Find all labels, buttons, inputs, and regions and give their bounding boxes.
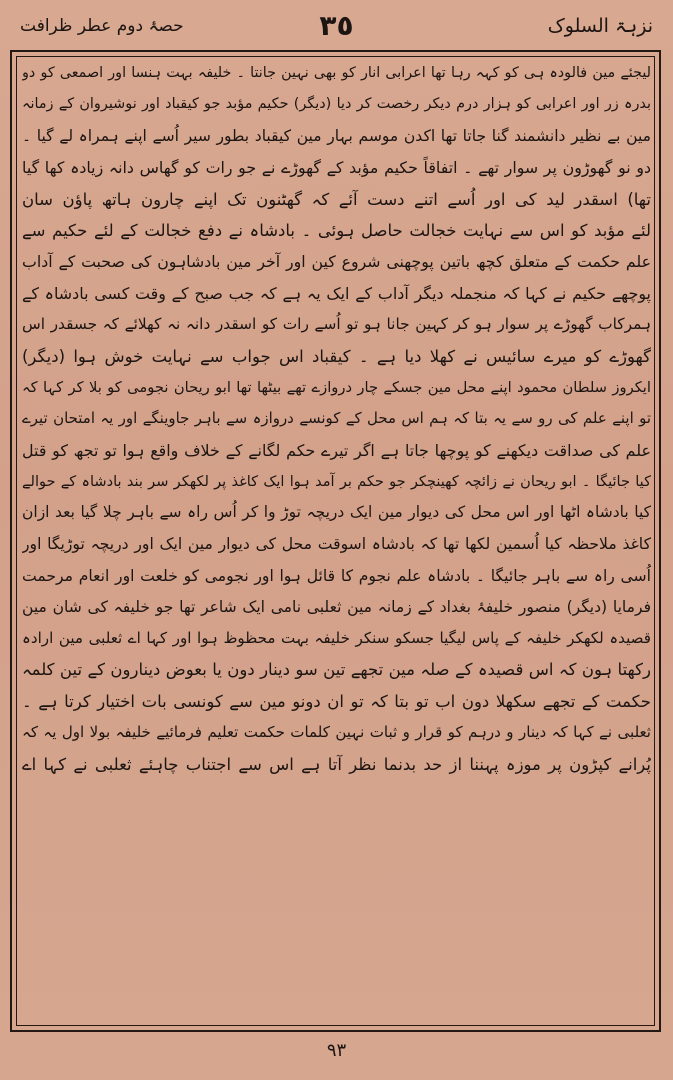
text-line: ہمرکاب گھوڑے پر سوار ہو کر کہین جانا ہو تو اُسے رات کو اسقدر دانہ نہ کھلائے کہ جسقدر اس <box>22 315 651 334</box>
text-line: علم کی صداقت دیکھنے کو پوچھا جاتا ہے اگر تیرے حکم لگانے کے خلاف واقع ہوا تو تجھ کو قتل <box>22 440 651 460</box>
text-line: تو اپنے علم کی رو سے یہ بتا کہ ہم اس محل کے کونسے دروازہ سے باہر جاوینگے اور یہ امتحان تیرے <box>22 409 651 428</box>
text-line: علم حکمت کے متعلق کچھ باتین پوچھنی شروع کین اور آخر مین بادشاہون کی صحبت کے آداب <box>22 252 651 272</box>
page-number: ٣٥ <box>319 9 354 42</box>
text-line: ثعلبی نے کہا کہ دینار و درہم کو قرار و ثبات نہین کلمات حکمت تعلیم فرمائیے خلیفہ بولا اول یہ کہ <box>22 723 651 742</box>
book-title: نزہۃ السلوک <box>547 15 653 37</box>
text-line: گھوڑے کو میرے سائیس نے کھلا دیا ہے ۔ کیقباد اس جواب سے نہایت خوش ہوا (دیگر) <box>22 346 651 366</box>
text-line: فرمایا (دیگر) منصور خلیفۂ بغداد کے زمانہ مین ثعلبی نامی ایک شاعر تھا جو خلیفہ کی شان مین <box>22 597 651 616</box>
text-line: تھا) اسقدر لید کی اور اُسے اتنے دست آئے کہ گھٹنون تک اپنے چارون ہاتھ پاؤن سان <box>22 189 651 209</box>
footer-number: ٩٣ <box>326 1040 347 1061</box>
section-title: حصۂ دوم عطر ظرافت <box>20 16 184 36</box>
text-line: اُسی راہ سے باہر جائیگا ۔ بادشاہ علم نجوم کا قائل ہوا اور نجومی کو خلعت اور انعام مرحمت <box>22 566 651 586</box>
text-line: بدرہ زر اور اعرابی کو ہزار درم دیکر رخصت کر دیا (دیگر) حکیم مؤبد جو کیقباد اور نوشیروان کے زمانہ <box>22 96 651 113</box>
text-line: کیا جائیگا ۔ ابو ریحان نے زائچہ کھینچکر جو حکم بر آمد ہوا ایک کاغذ پر لکھکر سر بند بادشاہ کے حوالے <box>22 473 651 491</box>
text-line: مین بے نظیر دانشمند گنا جاتا تھا اکدن موسم بہار مین کیقباد بطور سیر اُسے اپنے ہمراہ لے گیا ۔ <box>22 126 651 145</box>
text-line: لئے مؤبد کو اس سے نہایت خجالت حاصل ہوئی ۔ بادشاہ نے دفع خجالت کے لئے حکیم سے <box>22 220 651 240</box>
text-line: دو نو گھوڑون پر سوار تھے ۔ اتفاقاً حکیم مؤبد کے گھوڑے نے جو رات کو گھاس دانہ زیادہ کھا گیا <box>22 158 651 178</box>
text-line: پوچھے حکیم نے کہا کہ منجملہ دیگر آداب کے ایک یہ ہے کہ جب صبح کے وقت کسی بادشاہ کے <box>22 283 651 303</box>
text-line: کاغذ ملاحظہ کیا اُسمین لکھا تھا کہ بادشاہ اسوقت محل کی دیوار مین ایک اور دریچہ توڑیگا اور <box>22 534 651 553</box>
text-line: رکھتا ہون کہ اس قصیدہ کے صلہ مین تجھے تین سو دینار دون یا بعوض دینارون کے تین کلمہ <box>22 660 651 680</box>
text-line: ایکروز سلطان محمود اپنے محل مین جسکے چار دروازے تھے بیٹھا تھا ابو ریحان نجومی کو بلا کر کہا کہ <box>22 378 651 396</box>
text-line: کیا بادشاہ اٹھا اور اس محل کی دیوار مین ایک دریچہ توڑ وا کر اُس راہ سے باہر چلا گیا بعد ازان <box>22 503 651 522</box>
page-header <box>20 8 653 44</box>
text-line: پُرانے کپڑون پر موزہ پہننا از حد بدنما نظر آتا ہے اس سے اجتناب چاہئے ثعلبی نے کہا اے <box>22 754 651 774</box>
text-line: حکمت کے تجھے سکھلا دون اب تو بتا کہ تو ان دونو مین سے کونسی بات اختیار کرتا ہے ۔ <box>22 691 651 711</box>
text-line: لیجئے مین فالودہ ہی کو کہہ رہا تھا اعرابی انار کو بھی نہین جانتا ۔ خلیفہ بہت ہنسا اور اصمعی کو دو <box>22 65 651 81</box>
text-line: قصیدہ لکھکر خلیفہ کے پاس لیگیا جسکو سنکر خلیفہ بہت محظوظ ہوا اور کہا اے ثعلبی مین ارادہ <box>22 629 651 648</box>
text-body <box>22 58 651 780</box>
